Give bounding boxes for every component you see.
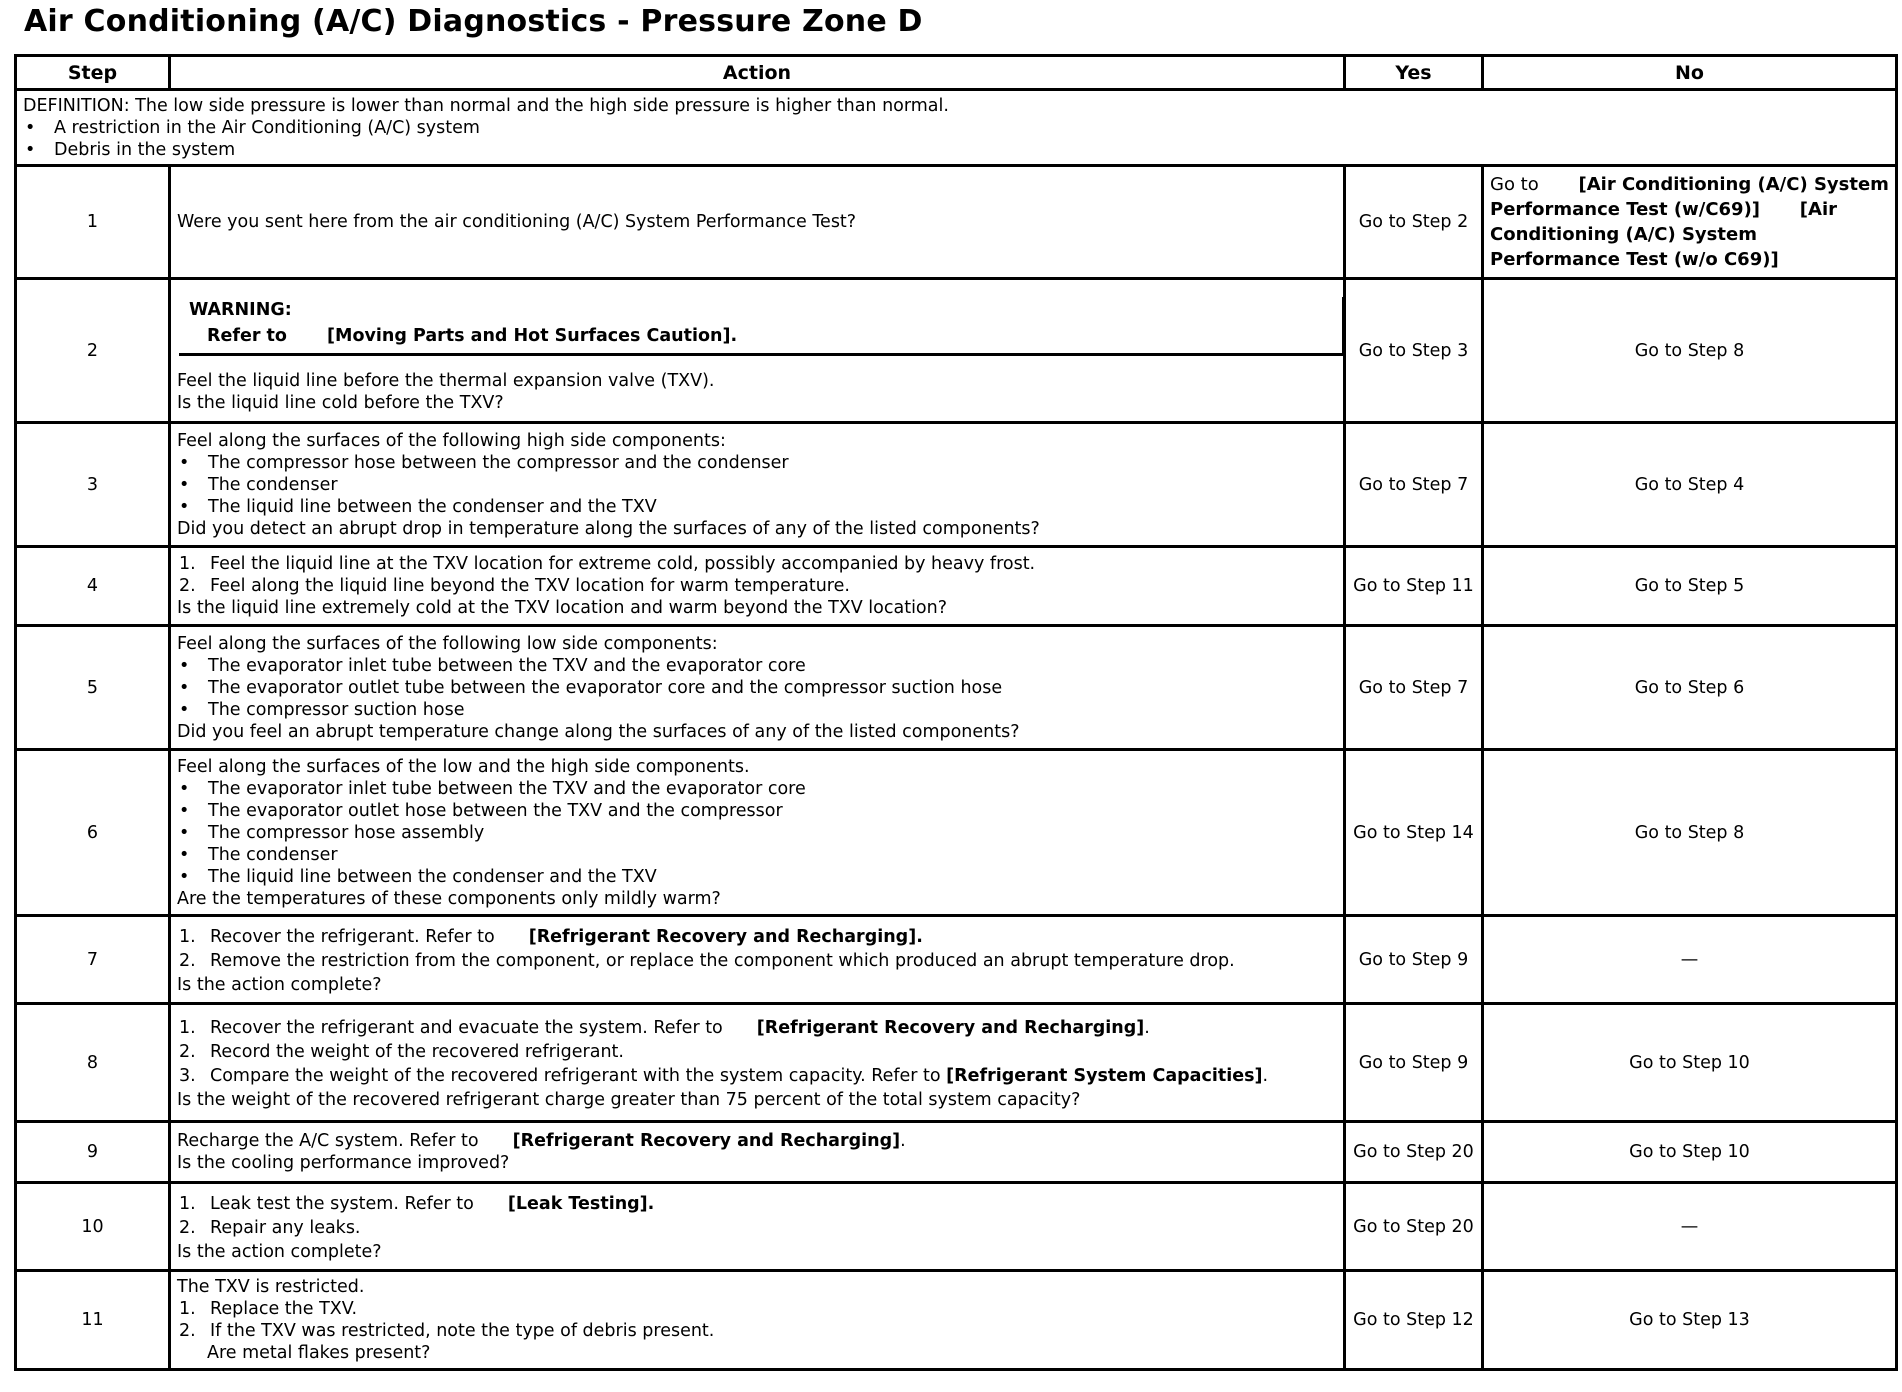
- diagnostic-table: [14, 54, 1898, 1371]
- list-item: 2. Feel along the liquid line beyond the TXV location for warm temperature.: [179, 576, 850, 596]
- reference-link[interactable]: [Air Conditioning (A/C) System Performance Test (w/C69)]: [1490, 174, 1889, 220]
- no-link[interactable]: Go to Step 5: [1483, 547, 1897, 626]
- list-item: 1. Recover the refrigerant and evacuate the system. Refer to [Refrigerant Recovery and Recharging].: [179, 1017, 1150, 1038]
- no-cell: [1483, 166, 1897, 279]
- list-item: • The compressor hose between the compressor and the condenser: [177, 452, 1337, 474]
- table-row: [16, 166, 1897, 279]
- list-item: • The condenser: [177, 844, 1337, 866]
- warning-title: WARNING:: [189, 300, 292, 320]
- action-cell: [170, 916, 1345, 1004]
- list-item: 1. Recover the refrigerant. Refer to [Refrigerant Recovery and Recharging].: [179, 926, 923, 947]
- list-item: 2. If the TXV was restricted, note the type of debris present.: [179, 1321, 715, 1341]
- question-text: Is the liquid line extremely cold at the TXV location and warm beyond the TXV location?: [177, 598, 948, 618]
- yes-link[interactable]: Go to Step 9: [1345, 1004, 1483, 1122]
- yes-link[interactable]: Go to Step 9: [1345, 916, 1483, 1004]
- no-link[interactable]: Go to Step 10: [1483, 1004, 1897, 1122]
- list-item: • The condenser: [177, 474, 1337, 496]
- no-link[interactable]: Go to Step 13: [1483, 1271, 1897, 1370]
- action-cell: [170, 626, 1345, 750]
- table-row: [16, 547, 1897, 626]
- list-item: 2. Remove the restriction from the component, or replace the component which produced an abrupt temperature drop.: [179, 950, 1235, 971]
- reference-link[interactable]: [Refrigerant System Capacities]: [946, 1065, 1263, 1086]
- warning-box: [179, 297, 1345, 356]
- list-item: 1. Replace the TXV.: [179, 1299, 358, 1319]
- list-item: 1. Feel the liquid line at the TXV location for extreme cold, possibly accompanied by heavy frost.: [179, 554, 1036, 574]
- no-link[interactable]: Go to Step 10: [1483, 1122, 1897, 1183]
- question-text: Is the liquid line cold before the TXV?: [177, 393, 504, 413]
- no-value: —: [1483, 916, 1897, 1004]
- definition-bullet: • A restriction in the Air Conditioning (A/C) system: [23, 117, 1889, 139]
- instruction-text: Feel along the surfaces of the low and the high side components.: [177, 756, 750, 777]
- reference-link[interactable]: [Leak Testing].: [507, 1193, 655, 1214]
- instruction-text: Feel along the surfaces of the following high side components:: [177, 430, 726, 451]
- warning-prefix: Refer to: [207, 326, 287, 346]
- list-item: • The compressor suction hose: [177, 699, 1337, 721]
- step-number: 7: [16, 916, 170, 1004]
- question-text: Is the action complete?: [177, 1241, 382, 1262]
- reference-link[interactable]: [Refrigerant Recovery and Recharging]: [512, 1131, 901, 1151]
- question-text: Is the cooling performance improved?: [177, 1153, 510, 1173]
- yes-link[interactable]: Go to Step 11: [1345, 547, 1483, 626]
- question-text: Is the weight of the recovered refrigerant charge greater than 75 percent of the total system capacity?: [177, 1089, 1081, 1110]
- step-number: 1: [16, 166, 170, 279]
- yes-link[interactable]: Go to Step 20: [1345, 1122, 1483, 1183]
- step-number: 8: [16, 1004, 170, 1122]
- step-number: 6: [16, 750, 170, 916]
- action-cell: [170, 547, 1345, 626]
- table-row: [16, 750, 1897, 916]
- action-cell: [170, 1004, 1345, 1122]
- table-row: [16, 279, 1897, 423]
- no-link[interactable]: Go to Step 8: [1483, 279, 1897, 423]
- list-item: • The liquid line between the condenser and the TXV: [177, 496, 1337, 518]
- warning-reference: [189, 325, 1332, 347]
- question-text: Is the action complete?: [177, 974, 382, 995]
- action-cell: [170, 166, 1345, 279]
- action-cell: [170, 1183, 1345, 1271]
- action-cell: [170, 1122, 1345, 1183]
- header-action: Action: [170, 56, 1345, 90]
- table-row: [16, 1271, 1897, 1370]
- yes-link[interactable]: Go to Step 20: [1345, 1183, 1483, 1271]
- question-text: Are metal flakes present?: [207, 1343, 431, 1363]
- definition-bullet: • Debris in the system: [23, 139, 1889, 161]
- no-link[interactable]: Go to Step 4: [1483, 423, 1897, 547]
- list-item: • The evaporator inlet tube between the TXV and the evaporator core: [177, 655, 1337, 677]
- yes-link[interactable]: Go to Step 14: [1345, 750, 1483, 916]
- list-item: • The evaporator outlet tube between the evaporator core and the compressor suction hose: [177, 677, 1337, 699]
- list-item: • The evaporator inlet tube between the TXV and the evaporator core: [177, 778, 1337, 800]
- action-cell: [170, 279, 1345, 423]
- no-value: —: [1483, 1183, 1897, 1271]
- step-number: 3: [16, 423, 170, 547]
- step-number: 11: [16, 1271, 170, 1370]
- reference-link[interactable]: [Air Conditioning (A/C) System Performance Test (w/o C69)]: [1490, 199, 1837, 270]
- step-number: 4: [16, 547, 170, 626]
- action-cell: [170, 1271, 1345, 1370]
- question-text: Did you detect an abrupt drop in temperature along the surfaces of any of the listed components?: [177, 518, 1040, 539]
- header-no: No: [1483, 56, 1897, 90]
- list-item: • The evaporator outlet hose between the TXV and the compressor: [177, 800, 1337, 822]
- list-item: 1. Leak test the system. Refer to [Leak Testing].: [179, 1193, 655, 1214]
- list-item: • The compressor hose assembly: [177, 822, 1337, 844]
- table-row: [16, 1004, 1897, 1122]
- list-item: 2. Repair any leaks.: [179, 1217, 361, 1238]
- action-cell: [170, 423, 1345, 547]
- header-yes: Yes: [1345, 56, 1483, 90]
- table-row: [16, 423, 1897, 547]
- table-row: [16, 1183, 1897, 1271]
- definition-text: DEFINITION: The low side pressure is lower than normal and the high side pressure is higher than normal.: [23, 95, 949, 116]
- header-step: Step: [16, 56, 170, 90]
- definition-cell: [16, 90, 1897, 166]
- reference-link[interactable]: [Moving Parts and Hot Surfaces Caution].: [327, 326, 738, 346]
- table-row: [16, 916, 1897, 1004]
- step-number: 2: [16, 279, 170, 423]
- step-number: 9: [16, 1122, 170, 1183]
- reference-link[interactable]: [Refrigerant Recovery and Recharging]: [756, 1017, 1145, 1038]
- instruction-text: Feel along the surfaces of the following low side components:: [177, 633, 718, 654]
- no-link[interactable]: Go to Step 6: [1483, 626, 1897, 750]
- question-text: Were you sent here from the air conditioning (A/C) System Performance Test?: [177, 212, 857, 232]
- yes-link[interactable]: Go to Step 12: [1345, 1271, 1483, 1370]
- page-title: Air Conditioning (A/C) Diagnostics - Pressure Zone D: [24, 4, 923, 39]
- reference-link[interactable]: [Refrigerant Recovery and Recharging].: [528, 926, 923, 947]
- yes-link[interactable]: Go to Step 7: [1345, 626, 1483, 750]
- step-number: 5: [16, 626, 170, 750]
- no-link[interactable]: Go to Step 8: [1483, 750, 1897, 916]
- yes-link[interactable]: Go to Step 2: [1345, 166, 1483, 279]
- instruction-text: Feel the liquid line before the thermal expansion valve (TXV).: [177, 371, 715, 391]
- yes-link[interactable]: Go to Step 7: [1345, 423, 1483, 547]
- yes-link[interactable]: Go to Step 3: [1345, 279, 1483, 423]
- table-row: [16, 1122, 1897, 1183]
- list-item: 2. Record the weight of the recovered refrigerant.: [179, 1041, 624, 1062]
- definition-row: [16, 90, 1897, 166]
- instruction-text: The TXV is restricted.: [177, 1277, 365, 1297]
- action-cell: [170, 750, 1345, 916]
- table-header-row: [16, 56, 1897, 90]
- list-item: 3. Compare the weight of the recovered refrigerant with the system capacity. Refer to [Refrigerant System Capacities].: [179, 1065, 1269, 1086]
- list-item: • The liquid line between the condenser and the TXV: [177, 866, 1337, 888]
- step-number: 10: [16, 1183, 170, 1271]
- question-text: Are the temperatures of these components only mildly warm?: [177, 888, 721, 909]
- no-prefix: Go to: [1490, 174, 1539, 195]
- instruction-text: Recharge the A/C system. Refer to [Refrigerant Recovery and Recharging].: [177, 1131, 906, 1151]
- question-text: Did you feel an abrupt temperature change along the surfaces of any of the listed components?: [177, 721, 1020, 742]
- table-row: [16, 626, 1897, 750]
